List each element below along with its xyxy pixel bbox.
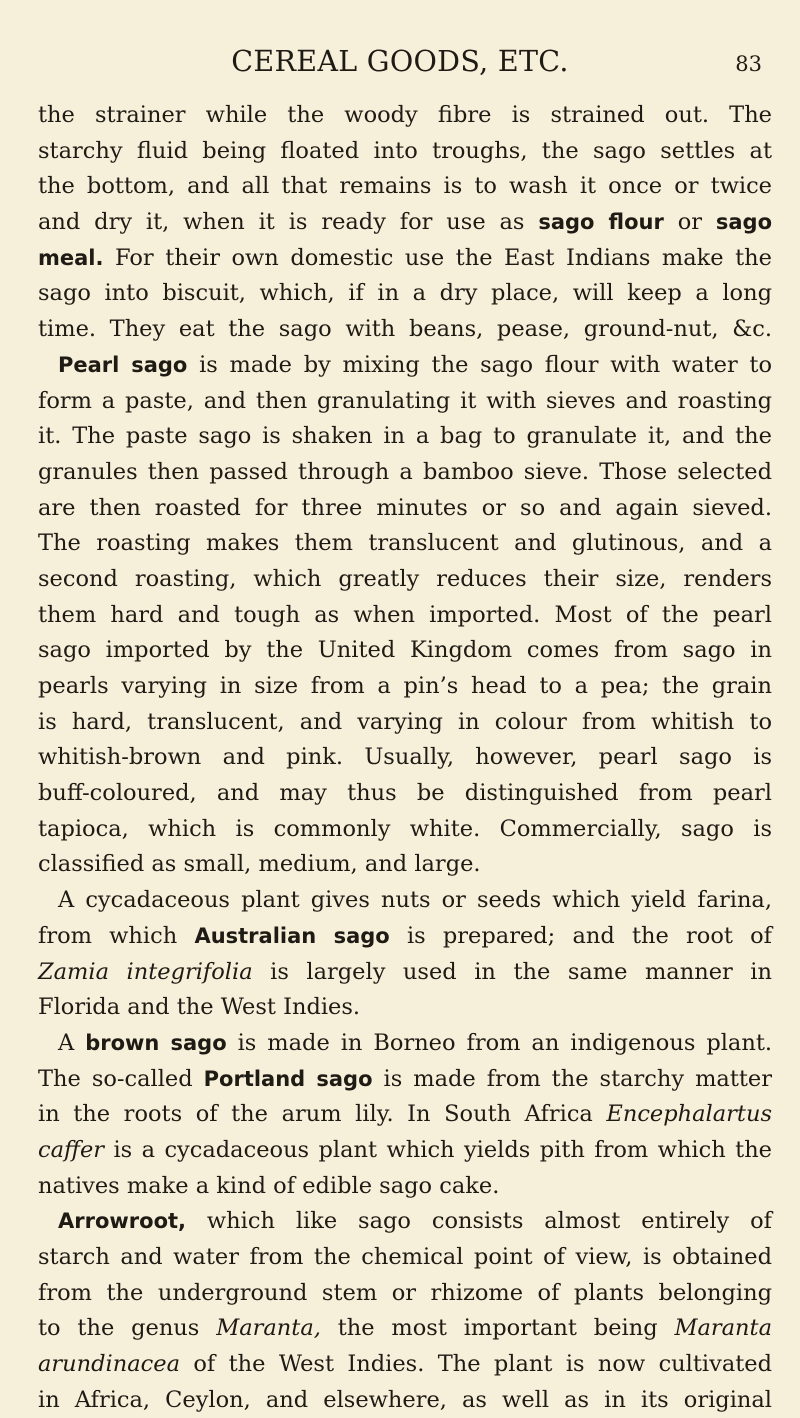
text-line (38, 1276, 772, 1312)
text-line (38, 276, 772, 312)
text-run: is prepared; and the root of (389, 922, 773, 949)
italic-term: arundinacea (38, 1351, 180, 1378)
text-line (38, 312, 772, 348)
text-run: in Africa, Ceylon, and elsewhere, as well as in its original (38, 1386, 772, 1413)
text-run: in the roots of the arum lily. In South Africa (38, 1101, 607, 1128)
text-run: is made from the starchy matter (372, 1065, 772, 1092)
text-run: them hard and tough as when imported. Most of the pearl (38, 601, 772, 628)
text-line (38, 98, 772, 134)
text-line (38, 419, 772, 455)
bold-term: Arrowroot, (58, 1209, 187, 1234)
italic-term: Maranta, (216, 1315, 321, 1342)
text-line (38, 491, 772, 527)
text-line (38, 955, 772, 991)
text-line (38, 1383, 772, 1418)
italic-term: Maranta (674, 1315, 773, 1342)
bold-term: meal. (38, 245, 104, 270)
text-line (38, 1026, 772, 1062)
text-run: Florida and the West Indies. (38, 994, 361, 1021)
text-run: is made by mixing the sago flour with water to (187, 351, 772, 378)
text-line (38, 633, 772, 669)
text-run: is a cycadaceous plant which yields pith from which the (104, 1136, 772, 1163)
text-line (38, 562, 772, 598)
text-run: buff-coloured, and may thus be distinguished from pearl (38, 780, 772, 807)
text-line (38, 812, 772, 848)
text-line (38, 705, 772, 741)
text-run: from the underground stem or rhizome of plants belonging (38, 1279, 772, 1306)
text-line (38, 526, 772, 562)
text-run: to the genus (38, 1315, 217, 1342)
text-run: The so-called (38, 1065, 204, 1092)
text-run: time. They eat the sago with beans, pease, ground-nut, &c. (38, 316, 772, 343)
text-line (38, 1133, 772, 1169)
text-run: A cycadaceous plant gives nuts or seeds which yield farina, (58, 887, 772, 914)
text-line (38, 134, 772, 170)
text-run: whitish-brown and pink. Usually, however, pearl sago is (38, 744, 772, 771)
text-line (38, 1097, 772, 1133)
text-run: from which (38, 922, 195, 949)
text-run: of the West Indies. The plant is now cultivated (180, 1351, 772, 1378)
text-run: granules then passed through a bamboo sieve. Those selected (38, 458, 772, 485)
text-line (38, 1240, 772, 1276)
bold-term: sago (715, 210, 773, 235)
text-line (38, 919, 772, 955)
text-line (38, 455, 772, 491)
text-run: are then roasted for three minutes or so and again sieved. (38, 494, 772, 521)
text-run: the strainer while the woody fibre is strained out. The (38, 102, 772, 128)
text-run: natives make a kind of edible sago cake. (38, 1172, 500, 1199)
text-run: it. The paste sago is shaken in a bag to granulate it, and the (38, 423, 772, 450)
text-line (38, 990, 772, 1026)
text-line (38, 384, 772, 420)
bold-term: sago flour (538, 210, 664, 235)
text-line (38, 598, 772, 634)
text-run: the bottom, and all that remains is to wash it once or twice (38, 173, 772, 200)
running-head: CEREAL GOODS, ETC. (231, 45, 569, 78)
text-run: sago imported by the United Kingdom comes from sago in (38, 637, 772, 664)
text-line (38, 348, 772, 384)
italic-term: caffer (38, 1136, 105, 1163)
text-run: the most important being (320, 1315, 675, 1342)
text-run: A (58, 1029, 86, 1056)
bold-term: Portland sago (203, 1066, 373, 1091)
text-line (38, 669, 772, 705)
page-header (0, 42, 800, 82)
text-line (38, 776, 772, 812)
text-run: tapioca, which is commonly white. Commercially, sago is (38, 815, 772, 842)
bold-term: brown sago (85, 1030, 227, 1055)
bold-term: Australian sago (194, 923, 390, 948)
text-line (38, 740, 772, 776)
text-line (38, 1169, 772, 1205)
text-run: or (663, 209, 716, 236)
text-run: The roasting makes them translucent and glutinous, and a (38, 530, 772, 557)
text-run: sago into biscuit, which, if in a dry place, will keep a long (38, 280, 772, 307)
text-run: is hard, translucent, and varying in colour from whitish to (38, 708, 772, 735)
text-run: form a paste, and then granulating it with sieves and roasting (38, 387, 772, 414)
bold-term: Pearl sago (58, 352, 188, 377)
text-line (38, 847, 772, 883)
page-number: 83 (735, 52, 762, 76)
text-run: For their own domestic use the East Indians make the (103, 244, 772, 271)
text-run: classified as small, medium, and large. (38, 851, 481, 878)
text-line (38, 205, 772, 241)
text-line (38, 1347, 772, 1383)
text-line (38, 1311, 772, 1347)
text-line (38, 1204, 772, 1240)
text-run: is made in Borneo from an indigenous plant. (226, 1029, 773, 1056)
text-run: second roasting, which greatly reduces their size, renders (38, 565, 772, 592)
text-run: is largely used in the same manner in (252, 958, 772, 985)
text-line (38, 1062, 772, 1098)
text-line (38, 241, 772, 277)
text-run: starch and water from the chemical point of view, is obtained (38, 1244, 772, 1270)
text-line (38, 883, 772, 919)
italic-term: Encephalartus (606, 1101, 772, 1128)
text-run: which like sago consists almost entirely of (186, 1208, 772, 1235)
text-run: and dry it, when it is ready for use as (38, 209, 539, 236)
italic-term: Zamia integrifolia (38, 958, 253, 985)
text-run: pearls varying in size from a pin’s head to a pea; the grain (38, 673, 772, 699)
body-text (38, 98, 772, 1418)
text-line (38, 169, 772, 205)
text-run: starchy fluid being floated into troughs, the sago settles at (38, 137, 772, 164)
